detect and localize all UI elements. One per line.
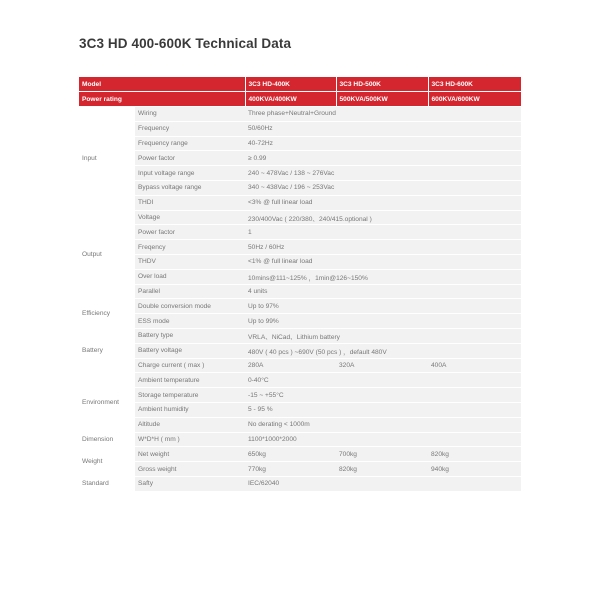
param-value: 50Hz / 60Hz bbox=[245, 240, 521, 255]
param-label: THDI bbox=[135, 195, 245, 210]
param-value-500k: 820kg bbox=[336, 462, 428, 477]
param-label: Input voltage range bbox=[135, 166, 245, 181]
param-label: ESS mode bbox=[135, 314, 245, 329]
page-title: 3C3 HD 400-600K Technical Data bbox=[79, 36, 292, 51]
table-row bbox=[79, 107, 521, 122]
table-row bbox=[79, 462, 521, 477]
table-row bbox=[79, 314, 521, 329]
param-label: W*D*H ( mm ) bbox=[135, 432, 245, 447]
param-label: Bypass voltage range bbox=[135, 181, 245, 196]
table-row bbox=[79, 403, 521, 418]
param-value-400k: 770kg bbox=[245, 462, 336, 477]
param-value-600k: 940kg bbox=[428, 462, 521, 477]
table-row bbox=[79, 388, 521, 403]
param-label: Double conversion mode bbox=[135, 299, 245, 314]
param-label: Wiring bbox=[135, 107, 245, 122]
model-500k: 3C3 HD-500K bbox=[336, 77, 428, 92]
power-600k: 600KVA/600KW bbox=[428, 92, 521, 107]
group-standard: Standard bbox=[79, 477, 135, 492]
power-400k: 400KVA/400KW bbox=[245, 92, 336, 107]
param-value: Up to 97% bbox=[245, 299, 521, 314]
group-output: Output bbox=[79, 210, 135, 299]
table-row bbox=[79, 358, 521, 373]
param-label: Power factor bbox=[135, 225, 245, 240]
table-row bbox=[79, 299, 521, 314]
table-row bbox=[79, 240, 521, 255]
param-value: 0-40°C bbox=[245, 373, 521, 388]
table-row bbox=[79, 181, 521, 196]
param-label: Ambient temperature bbox=[135, 373, 245, 388]
param-value: 50/60Hz bbox=[245, 121, 521, 136]
param-label: Frequency bbox=[135, 121, 245, 136]
param-value-500k: 700kg bbox=[336, 447, 428, 462]
model-600k: 3C3 HD-600K bbox=[428, 77, 521, 92]
group-efficiency: Efficiency bbox=[79, 299, 135, 329]
table-row bbox=[79, 255, 521, 270]
param-label: Power factor bbox=[135, 151, 245, 166]
param-value-500k: 320A bbox=[336, 358, 428, 373]
param-value: 4 units bbox=[245, 284, 521, 299]
table-row bbox=[79, 447, 521, 462]
param-label: Charge current ( max ) bbox=[135, 358, 245, 373]
param-label: Voltage bbox=[135, 210, 245, 225]
param-label: Altitude bbox=[135, 417, 245, 432]
param-value: Three phase+Neutral+Ground bbox=[245, 107, 521, 122]
param-value: 1 bbox=[245, 225, 521, 240]
param-value-400k: 650kg bbox=[245, 447, 336, 462]
param-label: Ambient humidity bbox=[135, 403, 245, 418]
param-value: <1% @ full linear load bbox=[245, 255, 521, 270]
param-label: Battery voltage bbox=[135, 343, 245, 358]
param-label: Freqency bbox=[135, 240, 245, 255]
param-value: IEC/62040 bbox=[245, 477, 521, 492]
param-value: ≥ 0.99 bbox=[245, 151, 521, 166]
param-value-600k: 820kg bbox=[428, 447, 521, 462]
table-row bbox=[79, 343, 521, 358]
table-row bbox=[79, 373, 521, 388]
table-row bbox=[79, 210, 521, 225]
table-row bbox=[79, 417, 521, 432]
param-value: 40-72Hz bbox=[245, 136, 521, 151]
param-label: Over load bbox=[135, 269, 245, 284]
technical-data-table bbox=[79, 77, 521, 492]
table-row bbox=[79, 195, 521, 210]
power-500k: 500KVA/500KW bbox=[336, 92, 428, 107]
param-value: -15 ~ +55°C bbox=[245, 388, 521, 403]
table-row bbox=[79, 329, 521, 344]
model-label: Model bbox=[79, 77, 245, 92]
param-label: Net weight bbox=[135, 447, 245, 462]
table-row bbox=[79, 432, 521, 447]
group-input: Input bbox=[79, 107, 135, 211]
group-environment: Environment bbox=[79, 373, 135, 432]
param-label: THDV bbox=[135, 255, 245, 270]
table-row bbox=[79, 121, 521, 136]
param-value: Up to 99% bbox=[245, 314, 521, 329]
param-value: 340 ~ 438Vac / 196 ~ 253Vac bbox=[245, 181, 521, 196]
param-value: 5 - 95 % bbox=[245, 403, 521, 418]
param-label: Storage temperature bbox=[135, 388, 245, 403]
table-row bbox=[79, 151, 521, 166]
power-rating-row bbox=[79, 92, 521, 107]
param-value: <3% @ full linear load bbox=[245, 195, 521, 210]
param-value: VRLA、NiCad、Lithium battery bbox=[245, 329, 521, 344]
table-row bbox=[79, 225, 521, 240]
param-value: 240 ~ 478Vac / 138 ~ 276Vac bbox=[245, 166, 521, 181]
param-label: Safty bbox=[135, 477, 245, 492]
param-value-600k: 400A bbox=[428, 358, 521, 373]
table-row bbox=[79, 477, 521, 492]
group-dimension: Dimension bbox=[79, 432, 135, 447]
param-label: Gross weight bbox=[135, 462, 245, 477]
model-400k: 3C3 HD-400K bbox=[245, 77, 336, 92]
table-row bbox=[79, 136, 521, 151]
param-value: No derating < 1000m bbox=[245, 417, 521, 432]
power-rating-label: Power rating bbox=[79, 92, 245, 107]
param-label: Frequency range bbox=[135, 136, 245, 151]
param-value: 1100*1000*2000 bbox=[245, 432, 521, 447]
table-row bbox=[79, 269, 521, 284]
group-weight: Weight bbox=[79, 447, 135, 477]
table-row bbox=[79, 284, 521, 299]
param-label: Battery type bbox=[135, 329, 245, 344]
param-value: 230/400Vac ( 220/380、240/415.optional ) bbox=[245, 210, 521, 225]
table-row bbox=[79, 166, 521, 181]
param-label: Parallel bbox=[135, 284, 245, 299]
param-value: 480V ( 40 pcs ) ~690V (50 pcs ) ，default 480V bbox=[245, 343, 521, 358]
param-value: 10mins@111~125% ，1min@126~150% bbox=[245, 269, 521, 284]
group-battery: Battery bbox=[79, 329, 135, 373]
model-header-row bbox=[79, 77, 521, 92]
param-value-400k: 280A bbox=[245, 358, 336, 373]
